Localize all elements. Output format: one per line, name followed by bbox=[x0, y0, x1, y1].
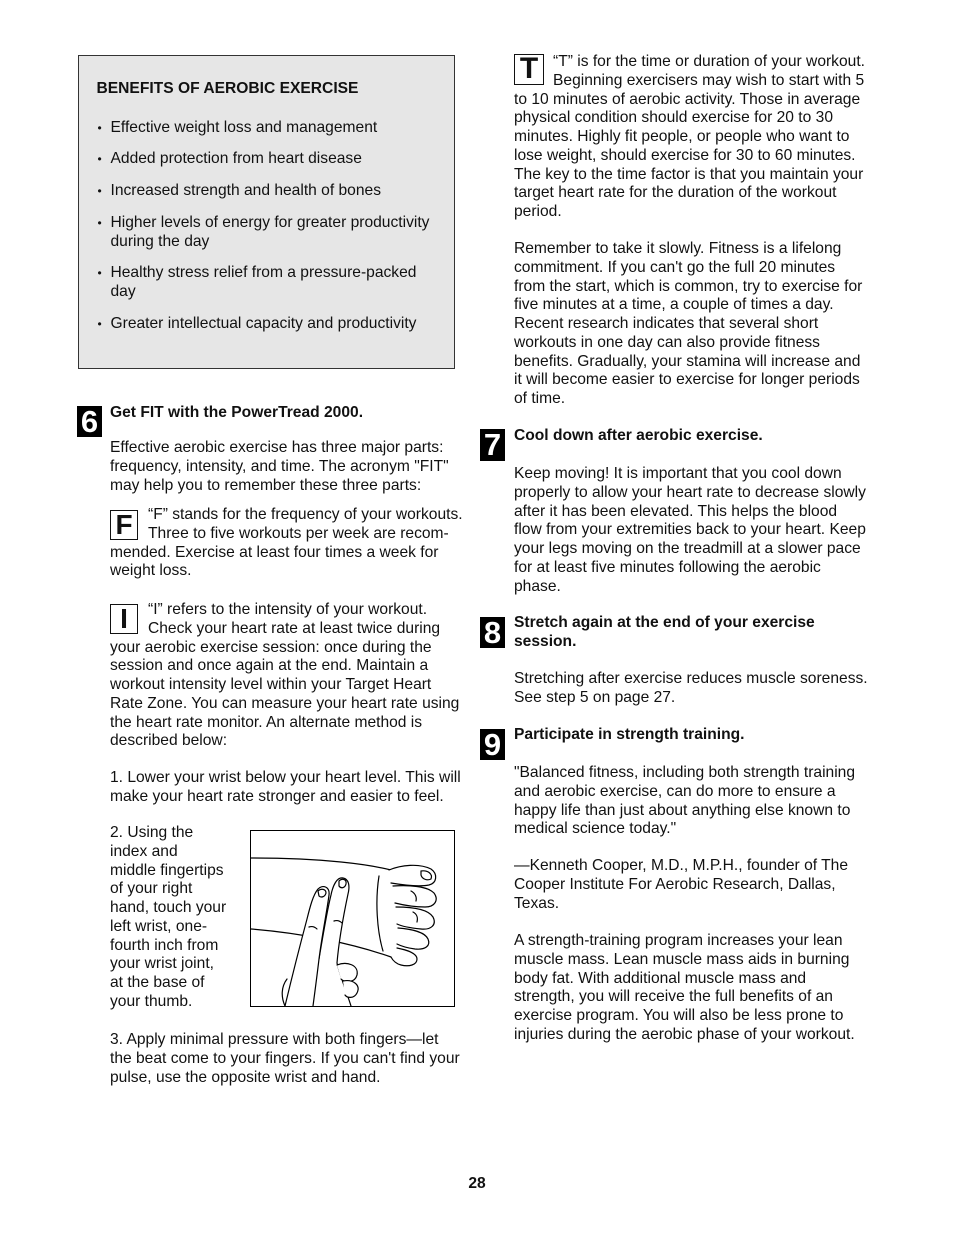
fit-intro-paragraph: Effective aerobic exercise has three major parts: frequency, intensity, and time. The acronym "FIT" may help you to remember these three parts: bbox=[110, 439, 449, 494]
page-number: 28 bbox=[468, 1175, 486, 1192]
frequency-text: “F” stands for the frequency of your workouts. Three to five workouts per week are recom- mended. Exercise at least four times a week for weight loss. bbox=[110, 506, 463, 580]
pulse-check-illustration bbox=[250, 830, 455, 1007]
step-7-badge: 7 bbox=[480, 429, 505, 461]
pulse-step-3: 3. Apply minimal pressure with both fingers—let the beat come to your fingers. If you can't find your pulse, use the opposite wrist and hand. bbox=[110, 1031, 460, 1086]
step-7-heading: Cool down after aerobic exercise. bbox=[514, 427, 763, 444]
time-letter-box: T bbox=[514, 54, 544, 85]
step-6-badge: 6 bbox=[77, 406, 102, 437]
frequency-block bbox=[110, 506, 480, 581]
step-8-badge: 8 bbox=[480, 617, 505, 648]
stretch-paragraph: Stretching after exercise reduces muscle soreness. See step 5 on page 27. bbox=[514, 670, 868, 706]
benefit-item: • Higher levels of energy for greater productivity during the day bbox=[97, 214, 447, 252]
pulse-step-2: 2. Using the index and middle fingertips of your right hand, touch your left wrist, one- fourth inch from your wrist joint, at the base of your thumb. bbox=[110, 824, 227, 1010]
benefits-box bbox=[78, 55, 455, 369]
step-8-heading: Stretch again at the end of your exercise session. bbox=[514, 614, 815, 650]
cool-down-paragraph: Keep moving! It is important that you cool down properly to allow your heart rate to decrease slowly after it has been elevated. This helps the blood flow from your extremities back to your heart. Keep your legs moving on the treadmill at a slower pace for at least five minutes following the aerobic phase. bbox=[514, 465, 866, 595]
benefit-item: • Effective weight loss and management bbox=[97, 119, 447, 138]
step-6-heading: Get FIT with the PowerTread 2000. bbox=[110, 404, 364, 421]
right-hand-fingers bbox=[277, 878, 358, 1006]
intensity-letter-box: I bbox=[110, 604, 138, 634]
benefit-item: • Added protection from heart disease bbox=[97, 150, 447, 169]
benefit-item: • Greater intellectual capacity and productivity bbox=[97, 315, 447, 334]
frequency-letter-box: F bbox=[110, 510, 138, 540]
benefit-item: • Healthy stress relief from a pressure-packed day bbox=[97, 264, 447, 302]
pulse-step-1: 1. Lower your wrist below your heart level. This will make your heart rate stronger and easier to feel. bbox=[110, 769, 461, 805]
benefits-list bbox=[97, 119, 447, 347]
quote-attribution: —Kenneth Cooper, M.D., M.P.H., founder of The Cooper Institute For Aerobic Research, Dallas, Texas. bbox=[514, 857, 849, 912]
benefits-title: BENEFITS OF AEROBIC EXERCISE bbox=[96, 79, 359, 97]
intensity-text: “I” refers to the intensity of your workout. Check your heart rate at least twice during your aerobic exercise session: once during the session and once again at the end. Maintain a workout intensity level within your Target Heart Rate Zone. You can measure your heart rate using the heart rate monitor. An alternate method is described below: bbox=[110, 601, 460, 750]
quote-paragraph: "Balanced fitness, including both strength training and aerobic exercise, can do more to ensure a happy life than just about anything else known to medical science today." bbox=[514, 764, 856, 838]
intensity-block bbox=[110, 601, 480, 751]
step-9-badge: 9 bbox=[480, 729, 505, 760]
pacing-paragraph: Remember to take it slowly. Fitness is a lifelong commitment. If you can't go the full 20 minutes from the start, which is common, try to exercise for five minutes at a time, a couple of times a day. Recent research indicates that several short workouts in one day can also provide fitness benefits. Gradually, your stamina will increase and it will become easier to exercise for longer periods of time. bbox=[514, 240, 863, 407]
time-block bbox=[514, 53, 894, 222]
time-text: “T” is for the time or duration of your workout. Beginning exercisers may wish to start with 5 to 10 minutes of aerobic activity. Those in average physical condition should exercise for 20 to 30 minutes. Highly fit people, or people who want to lose weight, should exercise for 30 to 60 minutes. The key to the time factor is that you maintain your target heart rate for the duration of the workout period. bbox=[514, 53, 865, 220]
step-9-heading: Participate in strength training. bbox=[514, 726, 745, 743]
strength-training-paragraph: A strength-training program increases your lean muscle mass. Lean muscle mass aids in burning body fat. With additional muscle mass and strength, you will receive the full benefits of an exercise program. You will also be less prone to injuries during the aerobic phase of your workout. bbox=[514, 932, 855, 1043]
benefit-item: • Increased strength and health of bones bbox=[97, 182, 447, 201]
wrist-pulse-check-illustration bbox=[251, 831, 454, 1006]
